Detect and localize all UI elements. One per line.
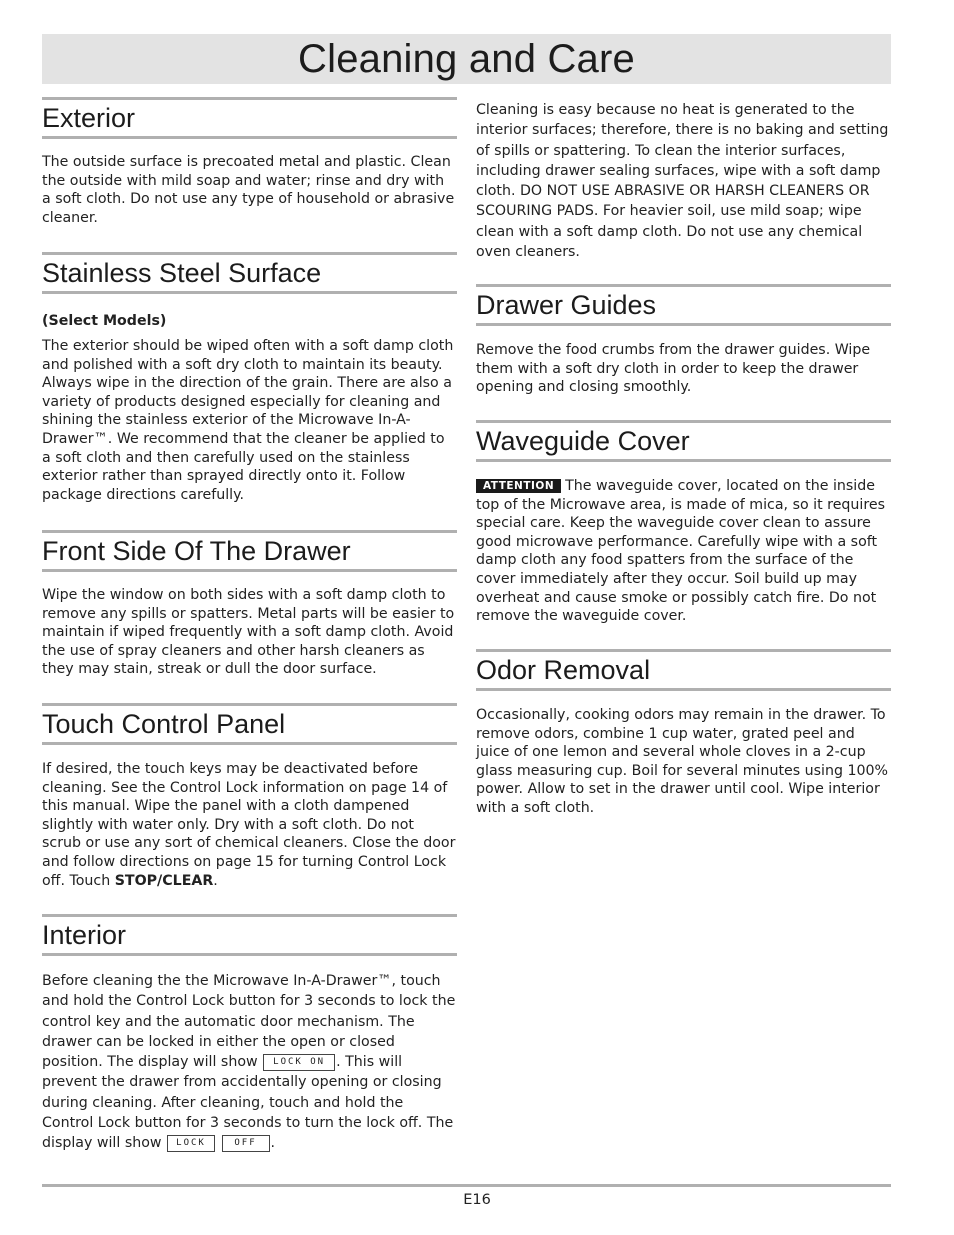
interior-continued [476, 100, 891, 262]
interior-text-part-3: . [270, 1135, 276, 1152]
interior-text-part-2: . This will prevent the drawer from accidentally opening or closing during cleaning. After cleaning, touch and hold the Control Lock button for 3 seconds to turn the lock off. The display will show [42, 1054, 454, 1152]
section-header [42, 530, 457, 572]
section-heading-front-drawer: Front Side Of The Drawer [42, 535, 351, 566]
lock-on-display: LOCK ON [263, 1054, 335, 1071]
waveguide-text [476, 477, 891, 626]
section-front-drawer [42, 530, 457, 679]
section-heading-interior: Interior [42, 919, 127, 950]
section-heading-waveguide: Waveguide Cover [476, 425, 690, 456]
section-interior [42, 914, 457, 1154]
section-exterior [42, 97, 457, 227]
drawer-guides-text: Remove the food crumbs from the drawer guides. Wipe them with a soft dry cloth in order to keep the drawer opening and closing smoothly. [476, 342, 871, 396]
section-touch-panel [42, 703, 457, 890]
stainless-text: The exterior should be wiped often with a soft damp cloth and polished with a soft dry cloth to maintain its beauty. Always wipe in the direction of the grain. There are also a variety of products designed especially for cleaning and shining the stainless exterior of the Microwave In-A-Drawer™. We recommend that the cleaner be applied to a soft cloth and then carefully used on the stainless exterior rather than sprayed directly onto it. Follow package directions carefully. [42, 338, 454, 503]
interior-text [42, 971, 457, 1154]
attention-badge: ATTENTION [476, 479, 561, 493]
section-header [476, 284, 891, 326]
section-header [42, 703, 457, 745]
interior-text-part-1: Before cleaning the the Microwave In-A-Drawer™, touch and hold the Control Lock button for 3 seconds to lock the control key and the automatic door mechanism. The drawer can be locked in either the open or closed position. The display will show [42, 973, 456, 1071]
section-header [476, 649, 891, 691]
title-bar [42, 34, 891, 84]
waveguide-body: The waveguide cover, located on the inside top of the Microwave area, is made of mica, so it requires special care. Keep the waveguide cover clean to assure good microwave performance. Carefully wipe with a soft damp cloth any food spatters from the surface of the cover immediately after they occur. Soil build up may overheat and cause smoke or possibly catch fire. Do not remove the waveguide cover. [476, 478, 885, 625]
section-heading-drawer-guides: Drawer Guides [476, 289, 657, 320]
section-heading-stainless: Stainless Steel Surface [42, 257, 322, 288]
section-odor [476, 649, 891, 818]
stop-clear-label: STOP/CLEAR [114, 872, 214, 889]
section-header [42, 252, 457, 294]
section-header [476, 420, 891, 462]
exterior-text: The outside surface is precoated metal and plastic. Clean the outside with mild soap and water; rinse and dry with a soft cloth. Do not use any type of household or abrasive cleaner. [42, 154, 455, 226]
front-drawer-text: Wipe the window on both sides with a soft damp cloth to remove any spills or spatters. Metal parts will be easier to maintain if wiped frequently with a soft damp cloth. Avoid the use of spray cleaners and other harsh cleaners as they may stain, streak or dull the door surface. [42, 587, 455, 678]
lock-display: LOCK [167, 1135, 215, 1152]
section-heading-exterior: Exterior [42, 102, 136, 133]
section-drawer-guides [476, 284, 891, 397]
page-number: E16 [463, 1192, 491, 1208]
odor-text: Occasionally, cooking odors may remain in the drawer. To remove odors, combine 1 cup water, grated peel and juice of one lemon and several whole cloves in a 2-cup glass measuring cup. Boil for several minutes using 100% power. Allow to set in the drawer until cool. Wipe interior with a soft cloth. [476, 707, 889, 816]
off-display: OFF [222, 1135, 270, 1152]
section-waveguide [476, 420, 891, 626]
touch-panel-text-end: . [213, 872, 218, 889]
section-heading-odor: Odor Removal [476, 654, 651, 685]
stainless-subheading: (Select Models) [42, 313, 167, 329]
section-header [42, 914, 457, 956]
section-stainless [42, 252, 457, 504]
section-heading-touch-panel: Touch Control Panel [42, 708, 286, 739]
footer-divider [42, 1184, 891, 1187]
touch-panel-text-main: If desired, the touch keys may be deactivated before cleaning. See the Control Lock information on page 14 of this manual. Wipe the panel with a cloth dampened slightly with water only. Dry with a soft cloth. Do not scrub or use any sort of chemical cleaners. Close the door and follow directions on page 15 for turning Control Lock off. Touch [42, 761, 456, 889]
touch-panel-text [42, 760, 457, 890]
interior-continued-text: Cleaning is easy because no heat is generated to the interior surfaces; therefore, there is no baking and setting of spills or spattering. To clean the interior surfaces, including drawer sealing surfaces, wipe with a soft damp cloth. DO NOT USE ABRASIVE OR HARSH CLEANERS OR SCOURING PADS. For heavier soil, use mild soap; wipe clean with a soft damp cloth. Do not use any chemical oven cleaners. [476, 102, 889, 261]
page-title: Cleaning and Care [298, 36, 635, 81]
section-header [42, 97, 457, 139]
